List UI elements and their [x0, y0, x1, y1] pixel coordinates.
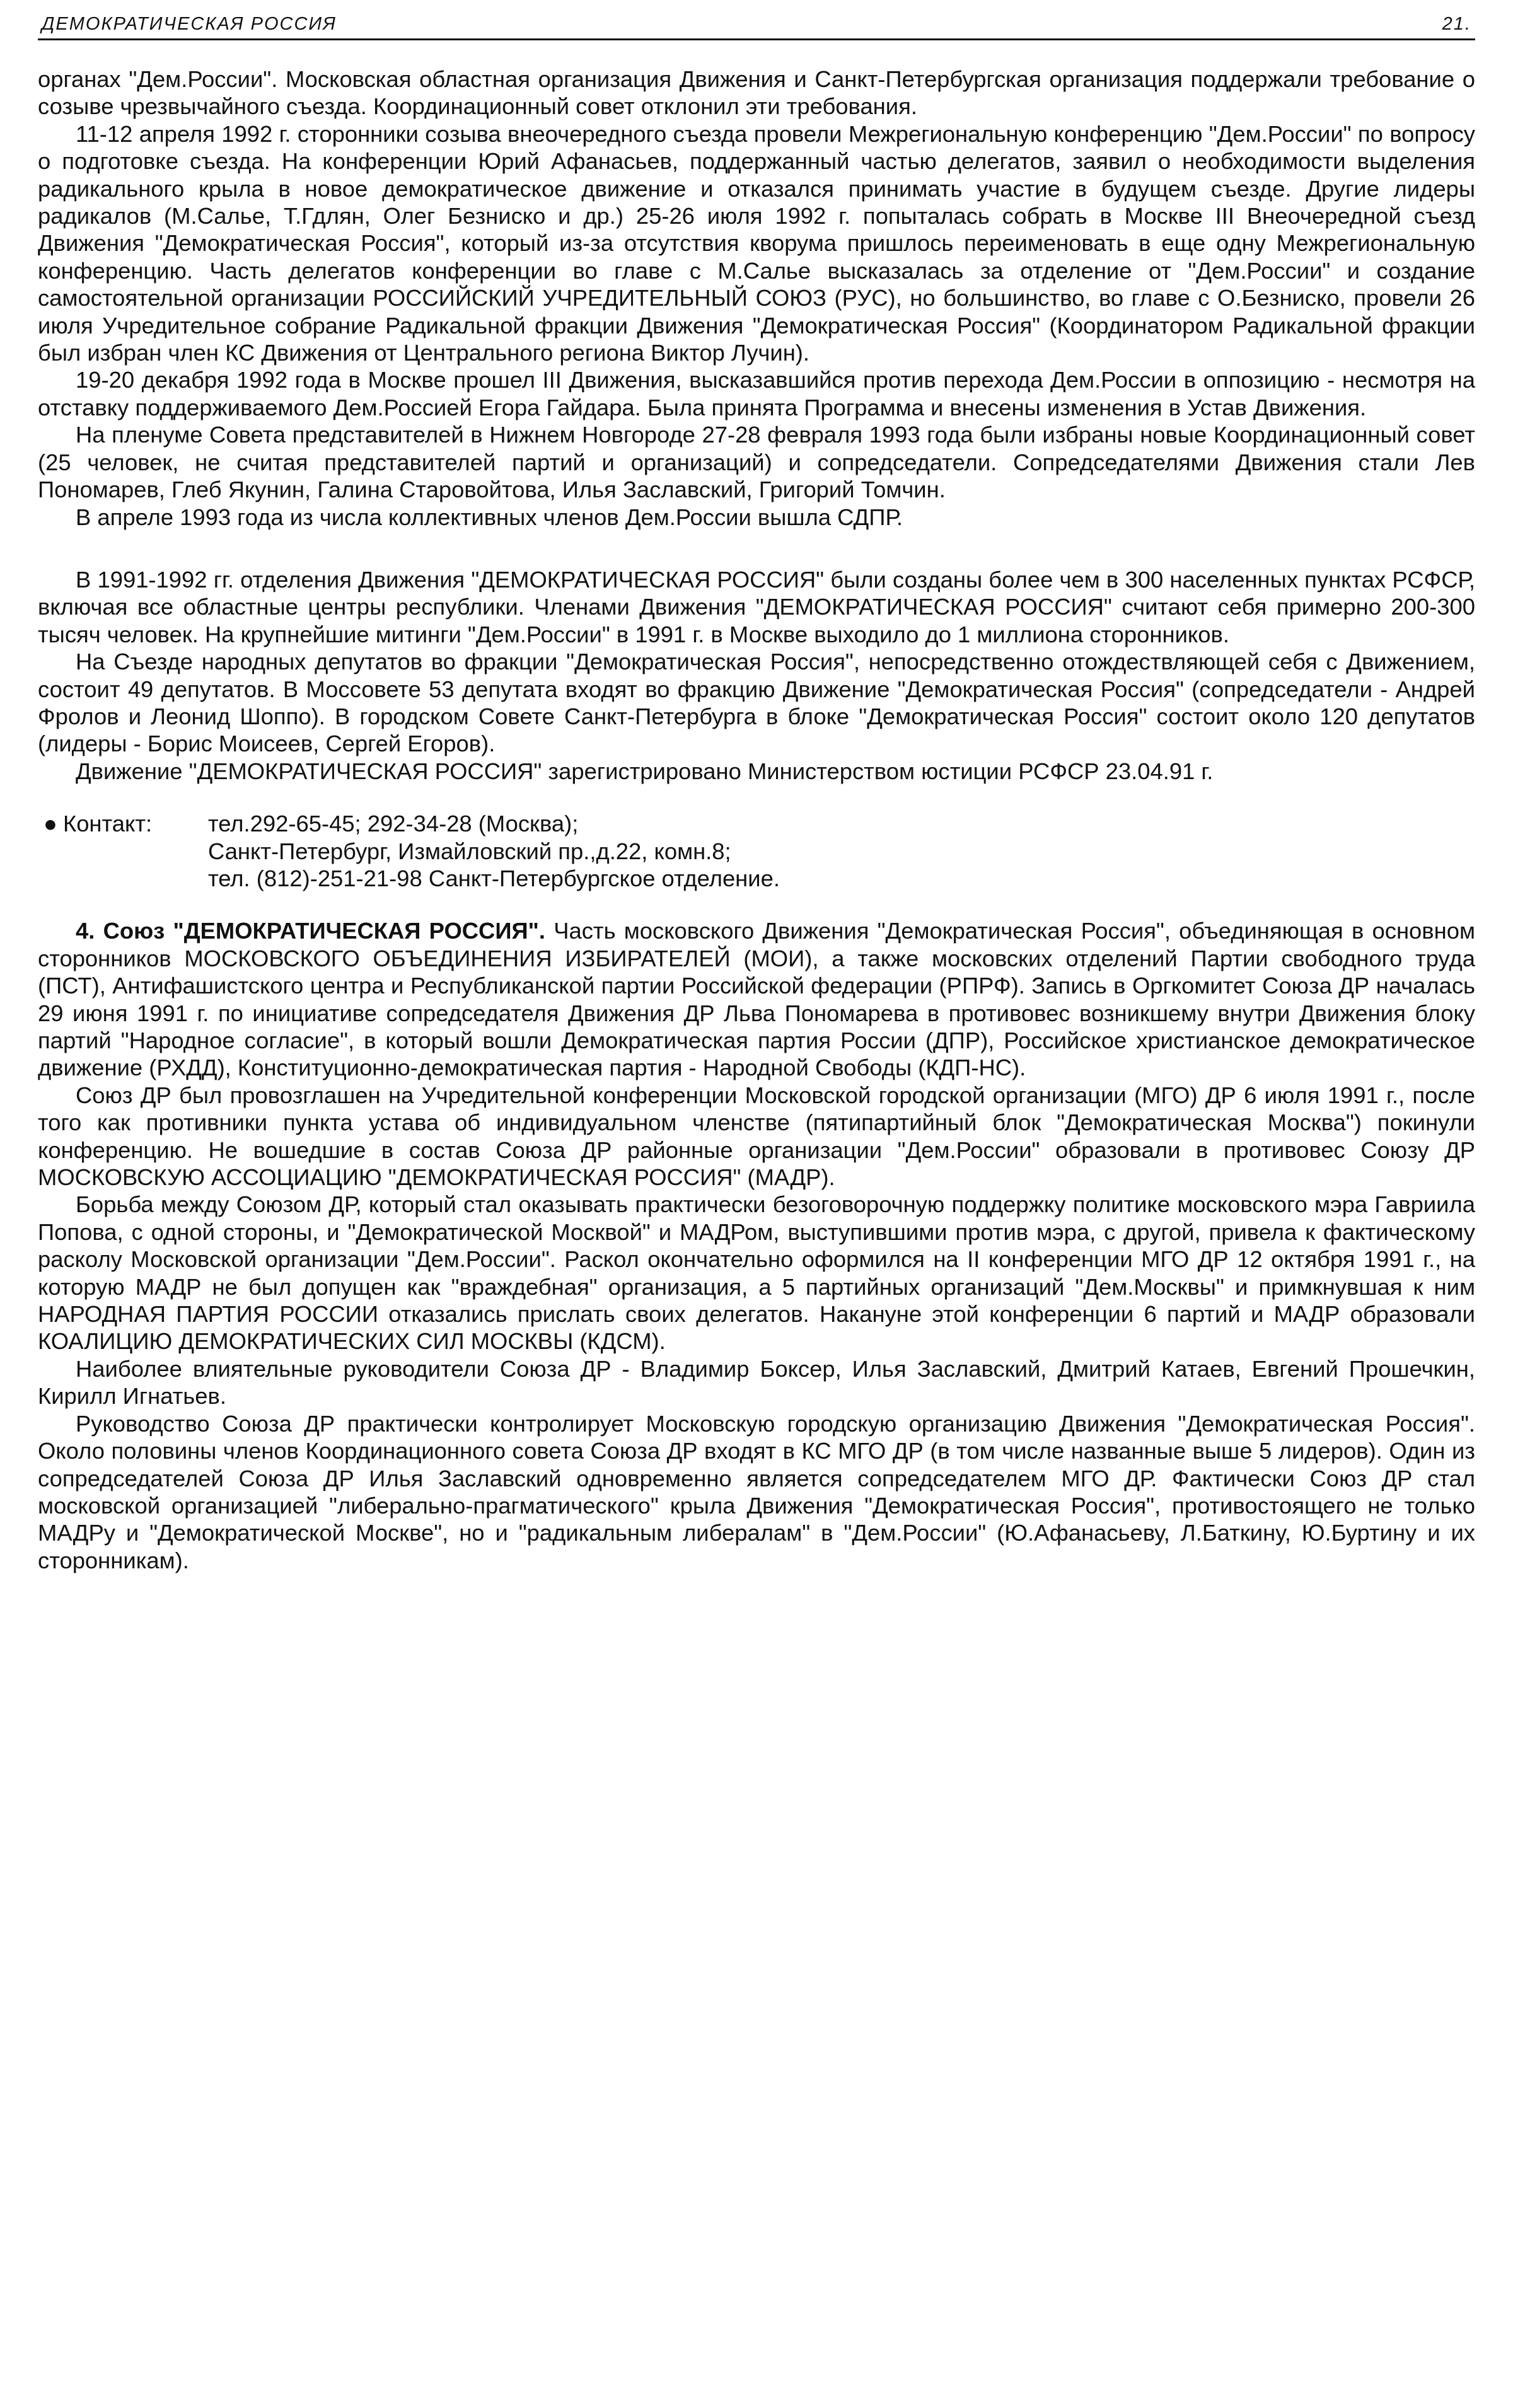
section-gap: [38, 531, 1475, 566]
paragraph: 19-20 декабря 1992 года в Москве прошел III Движения, высказавшийся против перехода Дем.России в оппозицию - несмотря на отставку поддерживаемого Дем.Россией Егора Гайдара. Была принята Программа и внесены изменения в Устав Движения.: [38, 367, 1475, 420]
paragraph: Движение "ДЕМОКРАТИЧЕСКАЯ РОССИЯ" зарегистрировано Министерством юстиции РСФСР 23.04.91 г.: [76, 758, 1214, 784]
page: [38, 14, 1475, 1574]
contact-line: тел.292-65-45; 292-34-28 (Москва);: [208, 811, 579, 837]
paragraph: В 1991-1992 гг. отделения Движения "ДЕМОКРАТИЧЕСКАЯ РОССИЯ" были созданы более чем в 300 населенных пунктах РСФСР, включая все областные центры республики. Членами Движения "ДЕМОКРАТИЧЕСКАЯ РОССИЯ" считают себя примерно 200-300 тысяч человек. На крупнейшие митинги "Дем.России" в 1991 г. в Москве выходило до 1 миллиона сторонников.: [38, 566, 1475, 647]
bullet-icon: ●: [43, 811, 57, 837]
paragraph: На пленуме Совета представителей в Нижнем Новгороде 27-28 февраля 1993 года были избраны новые Координационный совет (25 человек, не считая представителей партий и организаций) и сопредседатели. Сопредседателями Движения стали Лев Пономарев, Глеб Якунин, Галина Старовойтова, Илья Заславский, Григорий Томчин.: [38, 422, 1475, 503]
contact-label: Контакт:: [63, 811, 153, 837]
paragraph: Руководство Союза ДР практически контролирует Московскую городскую организацию Движения "Демократическая Россия". Около половины членов Координационного совета Союза ДР входят в КС МГО ДР (в том числе названные выше 5 лидеров). Один из сопредседателей Союза ДР Илья Заславский одновременно является сопредседателем МГО ДР. Фактически Союз ДР стал московской организацией "либерально-прагматического" крыла Движения "Демократическая Россия", противостоящего не только МАДРу и "Демократической Москве", но и "радикальным либералам" в "Дем.России" (Ю.Афанасьеву, Л.Баткину, Ю.Буртину и их сторонникам).: [38, 1410, 1475, 1573]
page-number: 21.: [1442, 14, 1471, 34]
section-gap: [38, 785, 1475, 810]
page-body: [38, 66, 1475, 1574]
section-gap: [38, 892, 1475, 917]
running-title: ДЕМОКРАТИЧЕСКАЯ РОССИЯ: [42, 14, 337, 34]
contact-line: Санкт-Петербург, Измайловский пр.,д.22, комн.8;: [208, 838, 731, 864]
paragraph: Борьба между Союзом ДР, который стал оказывать практически безоговорочную поддержку политике московского мэра Гавриила Попова, с одной стороны, и "Демократической Москвой" и МАДРом, выступившими против мэра, с другой, привела к фактическому расколу Московской организации "Дем.России". Раскол окончательно оформился на II конференции МГО ДР 12 октября 1991 г., на которую МАДР не был допущен как "враждебная" организация, а 5 партийных организаций "Дем.Москвы" и примкнувшая к ним НАРОДНАЯ ПАРТИЯ РОССИИ отказались прислать своих делегатов. Накануне этой конференции 6 партий и МАДР образовали КОАЛИЦИЮ ДЕМОКРАТИЧЕСКИХ СИЛ МОСКВЫ (КДСМ).: [38, 1191, 1475, 1355]
paragraph: На Съезде народных депутатов во фракции "Демократическая Россия", непосредственно отождествляющей себя с Движением, состоит 49 депутатов. В Моссовете 53 депутата входят во фракцию Движение "Демократическая Россия" (сопредседатели - Андрей Фролов и Леонид Шоппо). В городском Совете Санкт-Петербурга в блоке "Демократическая Россия" состоит около 120 депутатов (лидеры - Борис Моисеев, Сергей Егоров).: [38, 649, 1475, 757]
section-4-lead-text: Часть московского Движения "Демократическая Россия", объединяющая в основном сторонников МОСКОВСКОГО ОБЪЕДИНЕНИЯ ИЗБИРАТЕЛЕЙ (МОИ), а также московских отделений Партии свободного труда (ПСТ), Антифашистского центра и Республиканской партии Российской федерации (РПРФ). Запись в Оргкомитет Союза ДР началась 29 июня 1991 г. по инициативе сопредседателя Движения ДР Льва Пономарева в противовес возникшему внутри Движения блоку партий "Народное согласие", в который вошли Демократическая партия России (ДПР), Российское христианское демократическое движение (РХДД), Конституционно-демократическая партия - Народной Свободы (КДП-НС).: [38, 918, 1475, 1081]
section-4-lead-paragraph: [38, 917, 1475, 1081]
paragraph: В апреле 1993 года из числа коллективных членов Дем.России вышла СДПР.: [76, 504, 903, 530]
contact-line: тел. (812)-251-21-98 Санкт-Петербургское отделение.: [208, 865, 780, 891]
paragraph: 11-12 апреля 1992 г. сторонники созыва внеочередного съезда провели Межрегиональную конференцию "Дем.России" по вопросу о подготовке съезда. На конференции Юрий Афанасьев, поддержанный частью делегатов, заявил о необходимости выделения радикального крыла в новое демократическое движение и отказался принимать участие в будущем съезде. Другие лидеры радикалов (М.Салье, Т.Гдлян, Олег Безниско и др.) 25-26 июля 1992 г. попыталась собрать в Москве III Внеочередной съезд Движения "Демократическая Россия", который из-за отсутствия кворума пришлось переименовать в еще одну Межрегиональную конференцию. Часть делегатов конференции во главе с М.Салье высказалась за отделение от "Дем.России" и создание самостоятельной организации РОССИЙСКИЙ УЧРЕДИТЕЛЬНЫЙ СОЮЗ (РУС), но большинство, во главе с О.Безниско, провели 26 июля Учредительное собрание Радикальной фракции Движения "Демократическая Россия" (Координатором Радикальной фракции был избран член КС Движения от Центрального региона Виктор Лучин).: [38, 120, 1475, 366]
running-header: [38, 14, 1475, 40]
paragraph: Союз ДР был провозглашен на Учредительной конференции Московской городской организации (МГО) ДР 6 июля 1991 г., после того как противники пункта устава об индивидуальном членстве (пятипартийный блок "Демократическая Москва") покинули конференцию. Не вошедшие в состав Союза ДР районные организации "Дем.России" образовали в противовес Союзу ДР МОСКОВСКУЮ АССОЦИАЦИЮ "ДЕМОКРАТИЧЕСКАЯ РОССИЯ" (МАДР).: [38, 1082, 1475, 1191]
section-4-heading: 4. Союз "ДЕМОКРАТИЧЕСКАЯ РОССИЯ".: [76, 918, 545, 944]
contact-block: [38, 810, 1475, 892]
paragraph: органах "Дем.России". Московская областная организация Движения и Санкт-Петербургская организация поддержали требование о созыве чрезвычайного съезда. Координационный совет отклонил эти требования.: [38, 66, 1475, 120]
paragraph: Наиболее влиятельные руководители Союза ДР - Владимир Боксер, Илья Заславский, Дмитрий Катаев, Евгений Прошечкин, Кирилл Игнатьев.: [38, 1355, 1475, 1409]
contact-lines: [208, 810, 1475, 892]
